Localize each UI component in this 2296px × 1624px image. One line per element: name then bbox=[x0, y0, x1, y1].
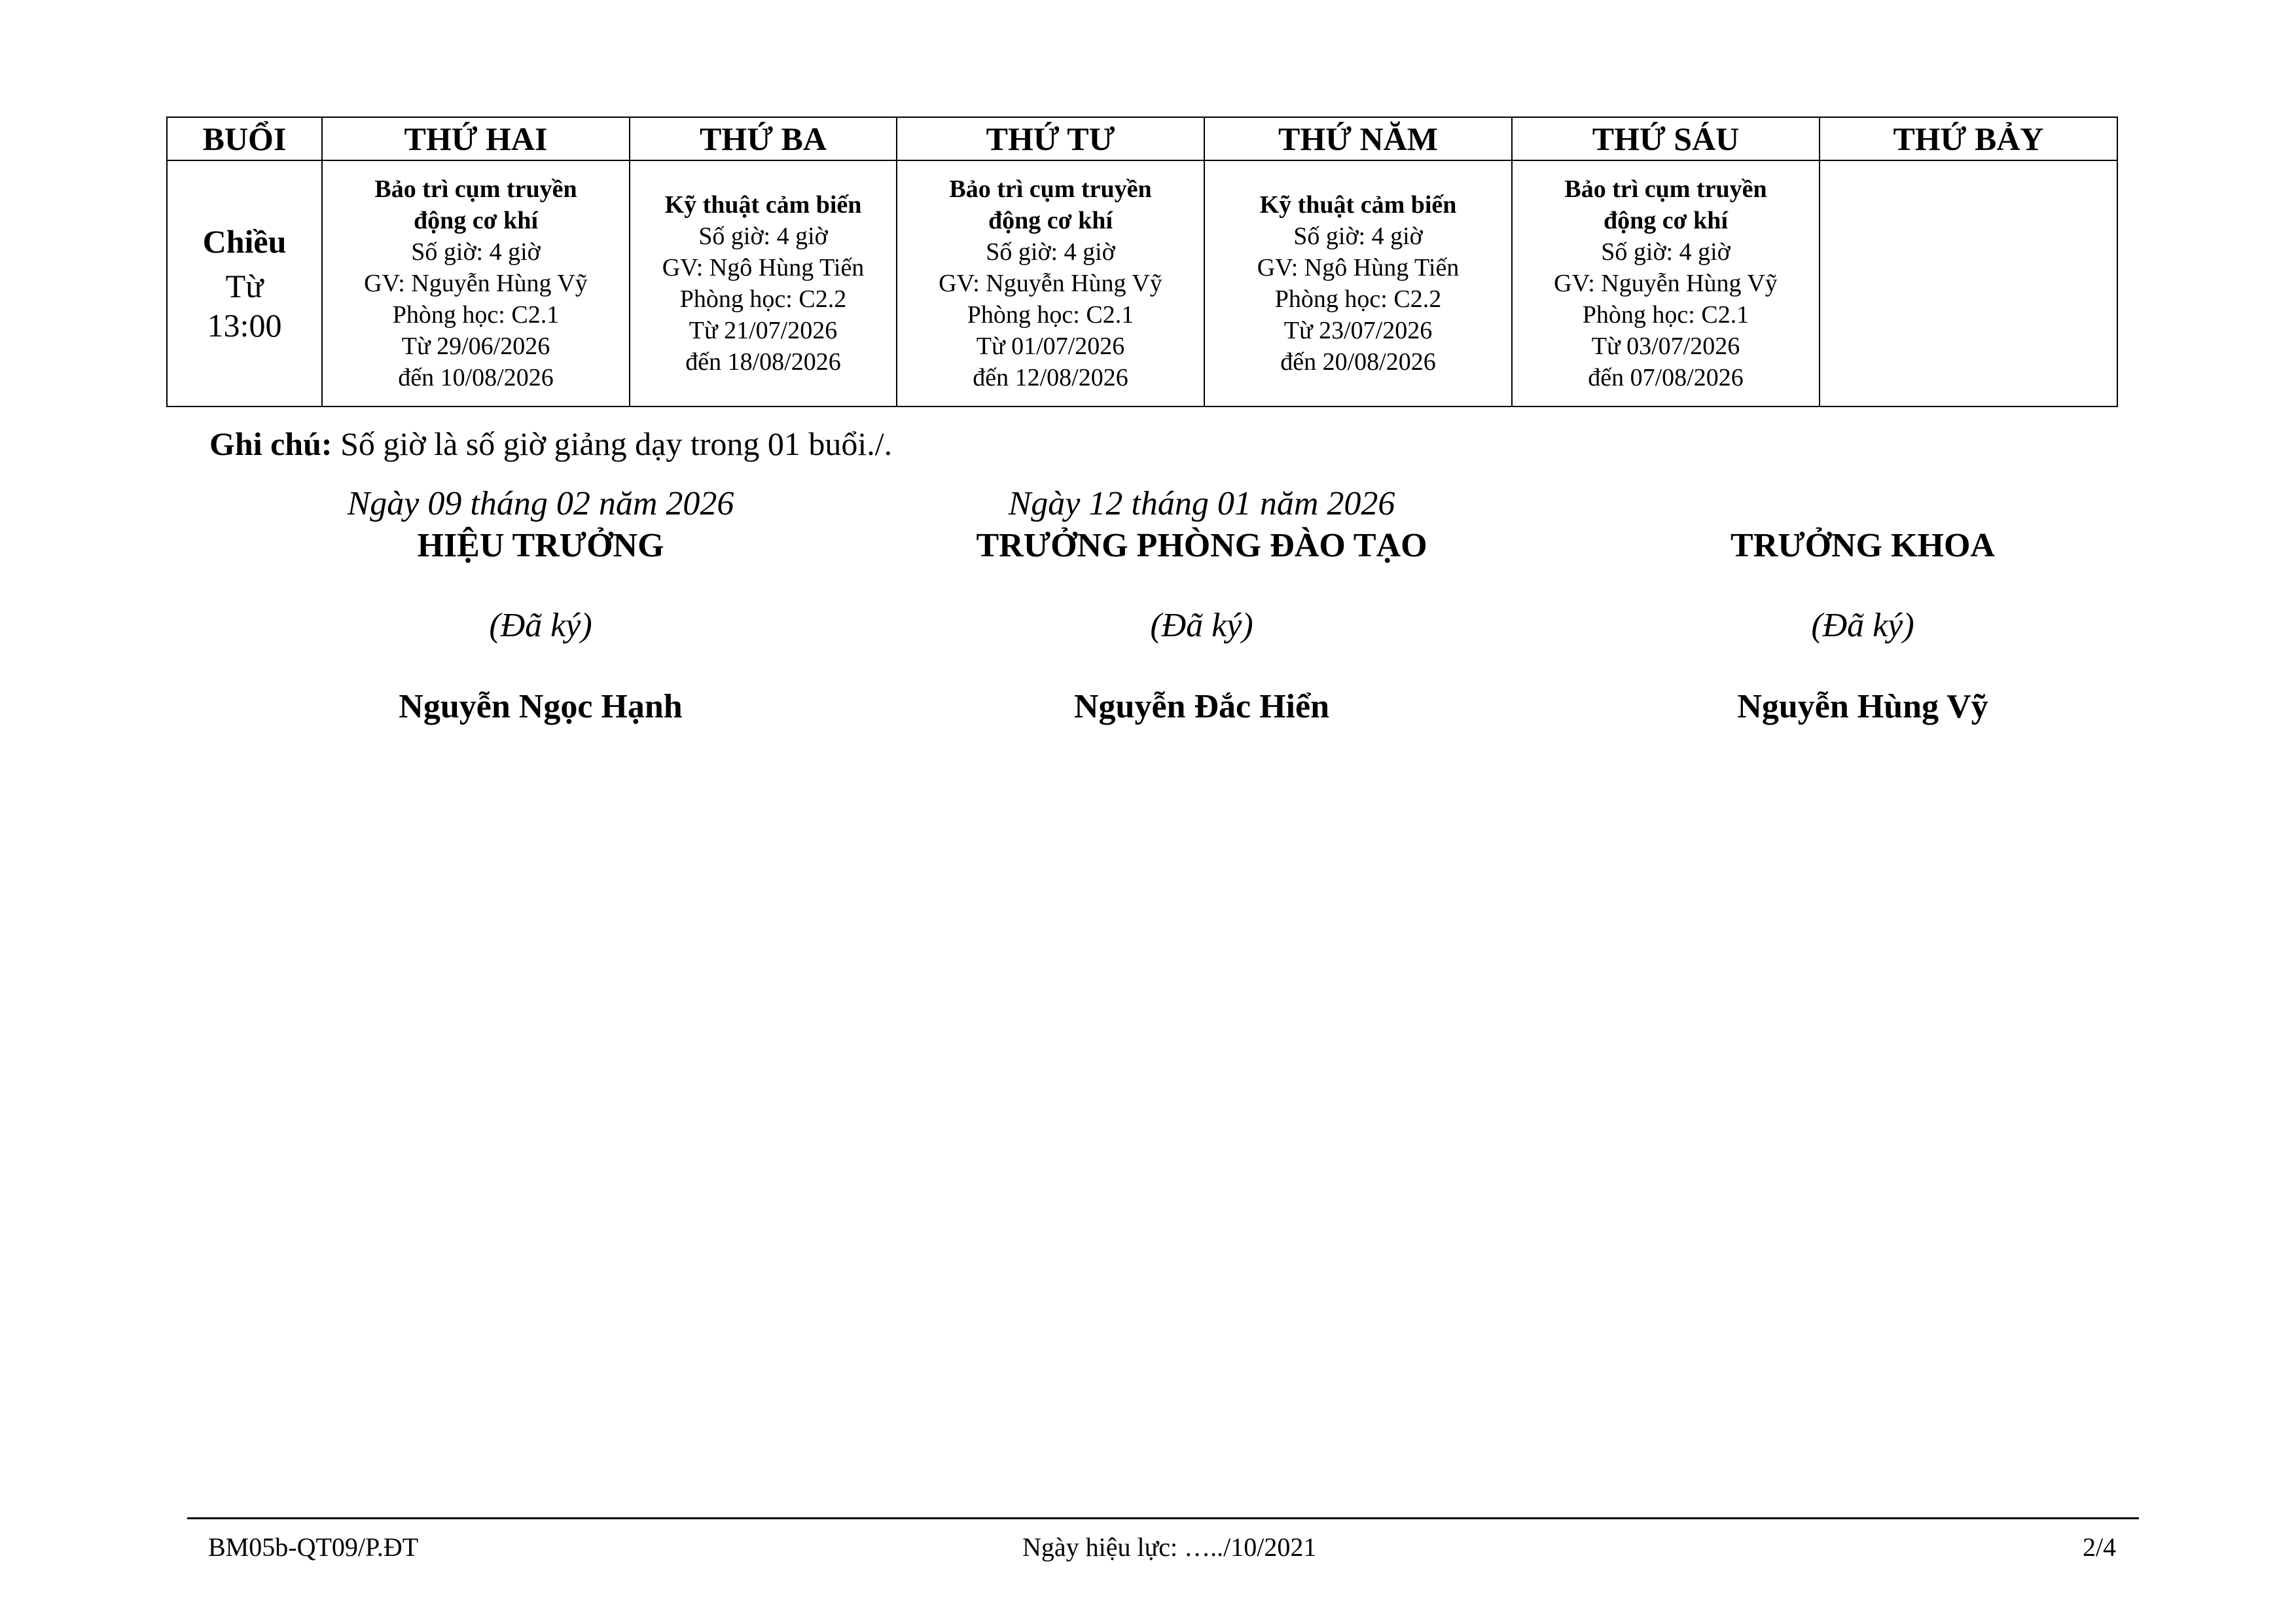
subject-line: động cơ khí bbox=[414, 207, 538, 234]
signature-title: HIỆU TRƯỞNG bbox=[417, 527, 664, 564]
header-saturday: THỨ BẢY bbox=[1820, 117, 2117, 160]
end-date: đến 12/08/2026 bbox=[973, 364, 1128, 391]
signed-mark: (Đã ký) bbox=[1150, 607, 1253, 644]
start-date: Từ 23/07/2026 bbox=[1283, 317, 1433, 344]
session-cell bbox=[167, 160, 322, 406]
header-wednesday: THỨ TƯ bbox=[897, 117, 1204, 160]
start-date: Từ 29/06/2026 bbox=[401, 333, 550, 360]
signed-mark: (Đã ký) bbox=[489, 607, 592, 644]
signature-date: Ngày 12 tháng 01 năm 2026 bbox=[1008, 485, 1395, 522]
note-label: Ghi chú: bbox=[209, 425, 332, 462]
footer-divider bbox=[187, 1517, 2139, 1519]
header-row bbox=[167, 117, 2117, 160]
signature-title: TRƯỞNG PHÒNG ĐÀO TẠO bbox=[976, 527, 1427, 564]
room: Phòng học: C2.1 bbox=[967, 301, 1134, 329]
subject-line: Bảo trì cụm truyền bbox=[1564, 175, 1767, 203]
end-date: đến 07/08/2026 bbox=[1588, 364, 1744, 391]
note bbox=[209, 424, 892, 463]
effective-date: Ngày hiệu lực: …../10/2021 bbox=[1022, 1532, 1317, 1562]
signature-date: Ngày 09 tháng 02 năm 2026 bbox=[347, 485, 734, 522]
signature-block-principal bbox=[246, 483, 835, 728]
room: Phòng học: C2.1 bbox=[1582, 301, 1749, 329]
teacher: GV: Ngô Hùng Tiến bbox=[1257, 254, 1460, 281]
teacher: GV: Ngô Hùng Tiến bbox=[662, 254, 865, 281]
header-thursday: THỨ NĂM bbox=[1204, 117, 1512, 160]
hours: Số giờ: 4 giờ bbox=[698, 223, 828, 250]
header-tuesday: THỨ BA bbox=[630, 117, 897, 160]
signer-name: Nguyễn Hùng Vỹ bbox=[1737, 688, 1988, 725]
end-date: đến 18/08/2026 bbox=[685, 348, 841, 376]
end-date: đến 10/08/2026 bbox=[398, 364, 554, 391]
cell-tuesday bbox=[630, 160, 897, 406]
afternoon-row bbox=[167, 160, 2117, 406]
session-time: 13:00 bbox=[207, 307, 282, 344]
signer-name: Nguyễn Ngọc Hạnh bbox=[399, 688, 683, 725]
cell-monday bbox=[322, 160, 630, 406]
schedule-table bbox=[166, 117, 2118, 407]
subject-line: động cơ khí bbox=[1604, 207, 1728, 234]
header-session: BUỔI bbox=[167, 117, 322, 160]
page-number: 2/4 bbox=[2083, 1532, 2117, 1562]
subject-line: Kỹ thuật cảm biến bbox=[664, 191, 862, 219]
subject-line: Bảo trì cụm truyền bbox=[949, 175, 1152, 203]
cell-saturday bbox=[1820, 160, 2117, 406]
signer-name: Nguyễn Đắc Hiển bbox=[1074, 688, 1329, 725]
end-date: đến 20/08/2026 bbox=[1280, 348, 1436, 376]
subject-line: Bảo trì cụm truyền bbox=[374, 175, 577, 203]
subject-line: động cơ khí bbox=[988, 207, 1113, 234]
signed-mark: (Đã ký) bbox=[1811, 607, 1914, 644]
header-friday: THỨ SÁU bbox=[1512, 117, 1820, 160]
start-date: Từ 01/07/2026 bbox=[976, 333, 1125, 360]
hours: Số giờ: 4 giờ bbox=[1601, 238, 1731, 266]
room: Phòng học: C2.1 bbox=[392, 301, 560, 329]
signature-block-faculty-head bbox=[1568, 483, 2157, 728]
teacher: GV: Nguyễn Hùng Vỹ bbox=[939, 270, 1162, 297]
room: Phòng học: C2.2 bbox=[1274, 285, 1442, 313]
note-text: Số giờ là số giờ giảng dạy trong 01 buổi./. bbox=[332, 425, 893, 462]
cell-wednesday bbox=[897, 160, 1204, 406]
hours: Số giờ: 4 giờ bbox=[411, 238, 541, 266]
session-from: Từ bbox=[225, 268, 264, 304]
room: Phòng học: C2.2 bbox=[679, 285, 847, 313]
session-name: Chiều bbox=[202, 223, 287, 260]
hours: Số giờ: 4 giờ bbox=[1293, 223, 1423, 250]
subject-line: Kỹ thuật cảm biến bbox=[1259, 191, 1457, 219]
form-code: BM05b-QT09/P.ĐT bbox=[208, 1532, 419, 1562]
signature-date bbox=[1568, 483, 2157, 525]
signature-title: TRƯỞNG KHOA bbox=[1731, 527, 1995, 564]
hours: Số giờ: 4 giờ bbox=[986, 238, 1115, 266]
header-monday: THỨ HAI bbox=[322, 117, 630, 160]
signature-block-training-head bbox=[907, 483, 1496, 728]
start-date: Từ 03/07/2026 bbox=[1591, 333, 1740, 360]
teacher: GV: Nguyễn Hùng Vỹ bbox=[1554, 270, 1778, 297]
teacher: GV: Nguyễn Hùng Vỹ bbox=[364, 270, 588, 297]
cell-thursday bbox=[1204, 160, 1512, 406]
start-date: Từ 21/07/2026 bbox=[689, 317, 838, 344]
cell-friday bbox=[1512, 160, 1820, 406]
